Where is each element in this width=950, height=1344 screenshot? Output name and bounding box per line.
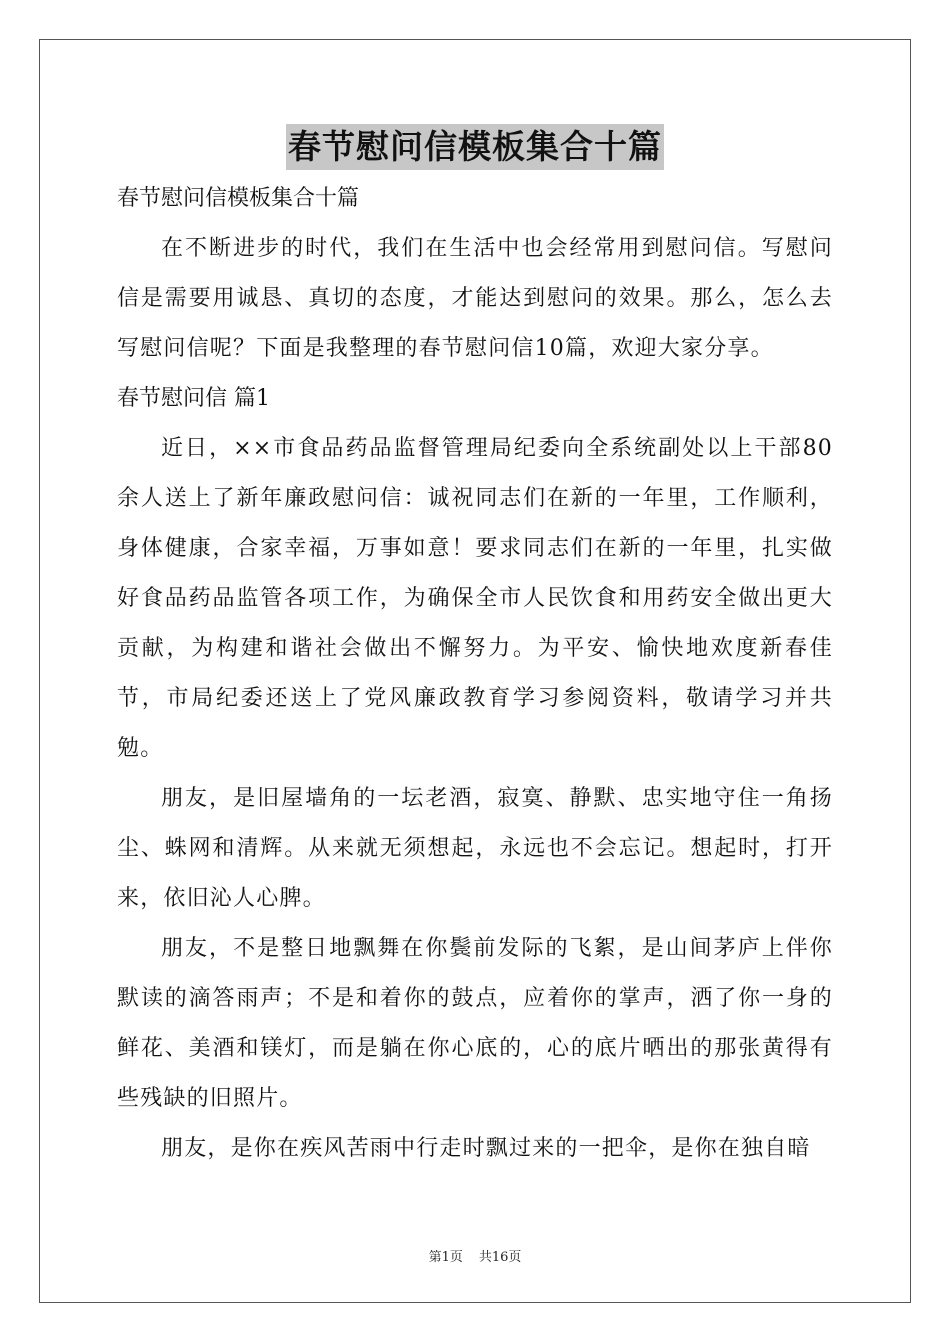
body-paragraph: 朋友，是旧屋墙角的一坛老酒，寂寞、静默、忠实地守住一角扬尘、蛛网和清辉。从来就无须想起，永远也不会忘记。想起时，打开来，依旧沁人心脾。: [117, 786, 833, 911]
section-heading: 春节慰问信 篇1: [117, 386, 270, 411]
document-title-text: 春节慰问信模板集合十篇: [286, 124, 664, 170]
intro-paragraph: 在不断进步的时代，我们在生活中也会经常用到慰问信。写慰问信是需要用诚恳、真切的态度，才能达到慰问的效果。那么，怎么去写慰问信呢？下面是我整理的春节慰问信10篇，欢迎大家分享。: [117, 236, 833, 361]
body-paragraph: 朋友，是你在疾风苦雨中行走时飘过来的一把伞，是你在独自暗: [161, 1136, 811, 1161]
document-subtitle: 春节慰问信模板集合十篇: [117, 186, 360, 211]
page-footer: [0, 1248, 950, 1268]
body-paragraph: 近日，××市食品药品监督管理局纪委向全系统副处以上干部80余人送上了新年廉政慰问信：诚祝同志们在新的一年里，工作顺利，身体健康，合家幸福，万事如意！要求同志们在新的一年里，扎实做好食品药品监管各项工作，为确保全市人民饮食和用药安全做出更大贡献，为构建和谐社会做出不懈努力。为平安、愉快地欢度新春佳节，市局纪委还送上了党风廉政教育学习参阅资料，敬请学习并共勉。: [117, 436, 833, 761]
page-number: 第1页: [428, 1250, 463, 1265]
body-paragraph: 朋友，不是整日地飘舞在你鬓前发际的飞絮，是山间茅庐上伴你默读的滴答雨声；不是和着你的鼓点，应着你的掌声，洒了你一身的鲜花、美酒和镁灯，而是躺在你心底的，心的底片晒出的那张黄得有些残缺的旧照片。: [117, 936, 833, 1111]
page-total: 共16页: [478, 1250, 522, 1265]
document-title: [0, 124, 950, 178]
document-body: [117, 174, 833, 1174]
